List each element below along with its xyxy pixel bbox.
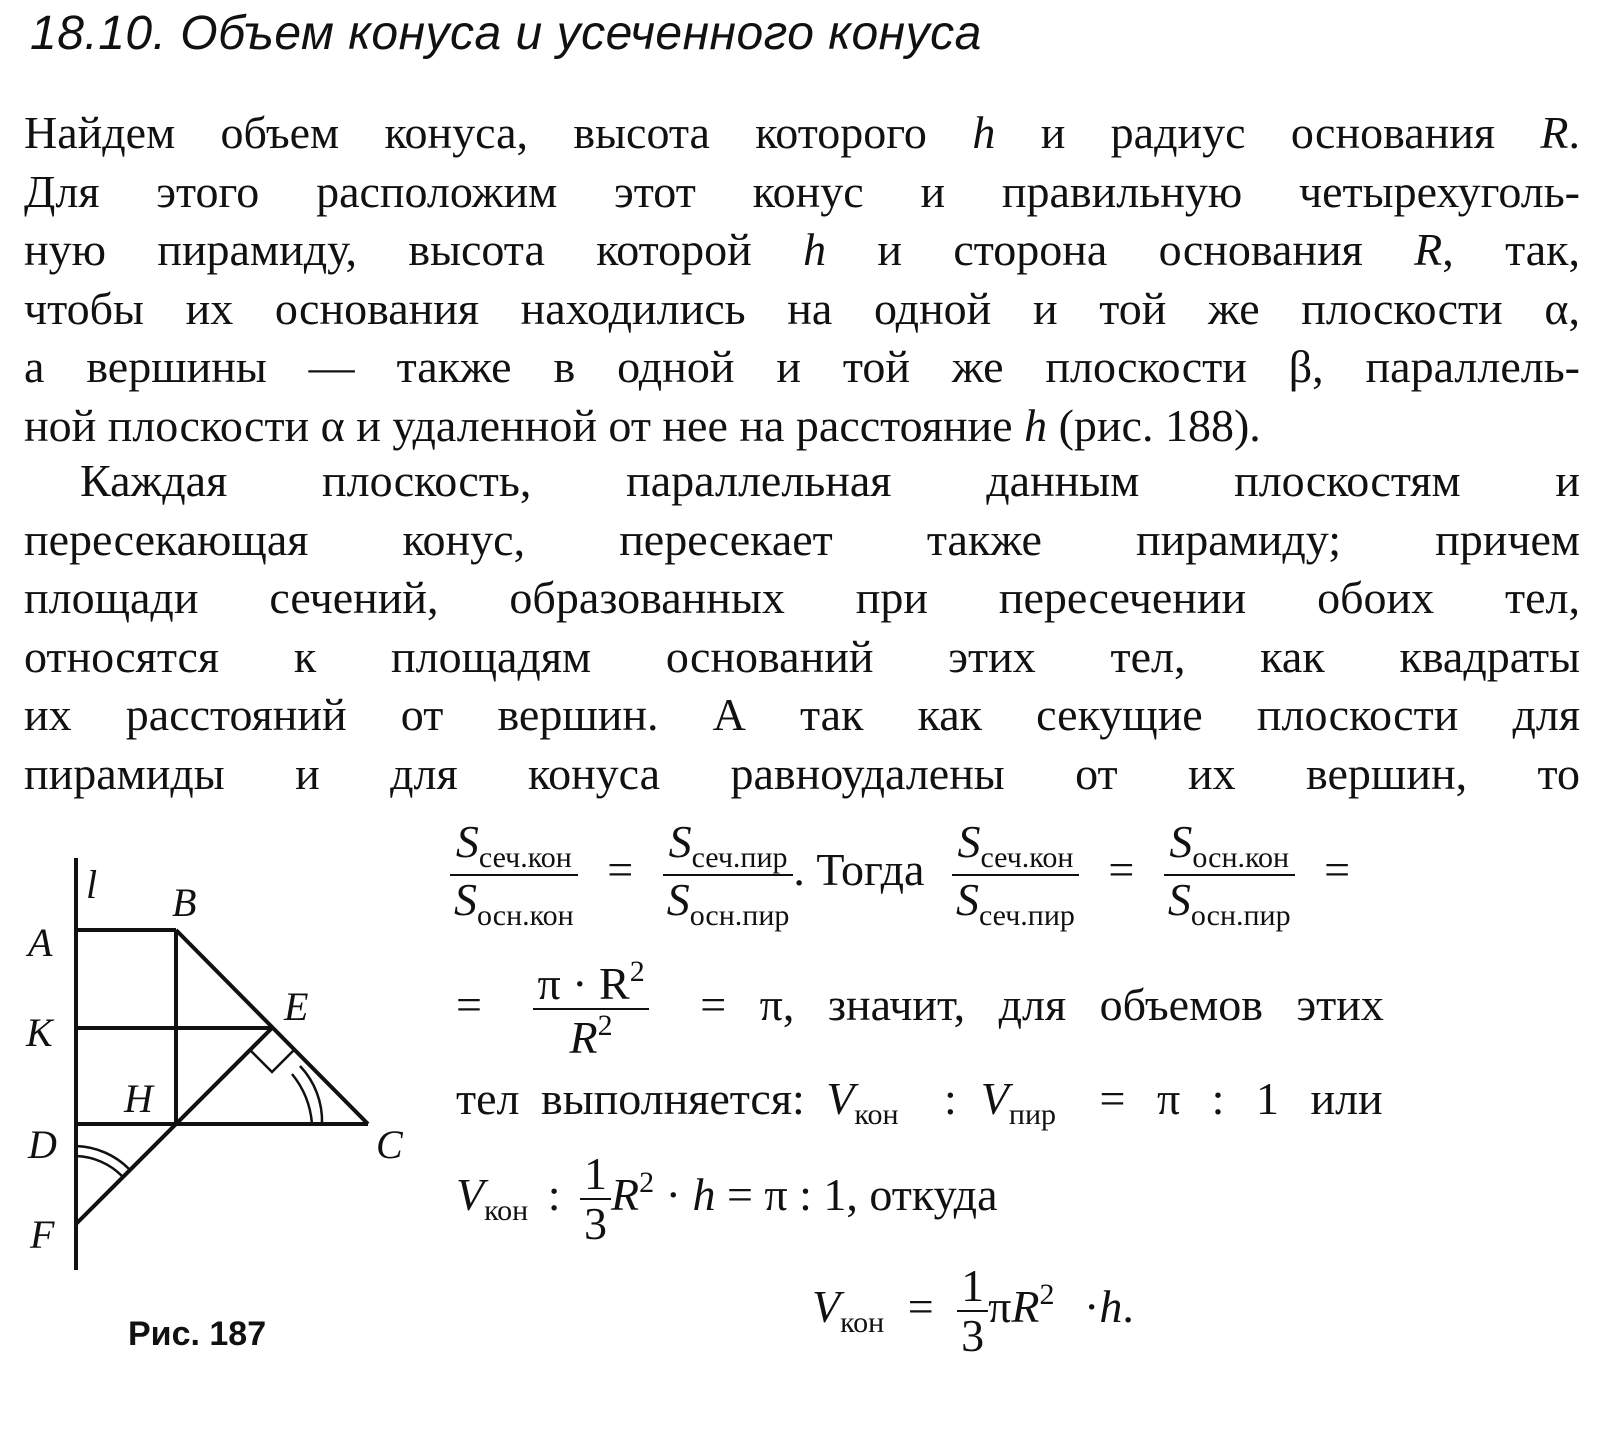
fraction-sech-kon-over-sech-pir: $\frac{S_{сеч.кон}}{S_{сеч.пир}}$ xyxy=(952,818,1079,931)
fraction-one-third-2: $\frac{1}{3}$ xyxy=(957,1262,988,1361)
figure-caption: Рис. 187 xyxy=(128,1315,267,1353)
angle-arc-C2 xyxy=(292,1074,312,1124)
paragraph-1-line: Найдем объем конуса, высота которого h и радиус основания R. xyxy=(24,107,1580,158)
fraction-sech-kon-over-osn-kon: $\frac{S_{сеч.кон}}{S_{осн.кон}}$ xyxy=(450,818,578,931)
paragraph-2-line: относятся к площадям оснований этих тел, как квадраты xyxy=(24,630,1580,682)
label-D: D xyxy=(28,1122,57,1167)
formula-row-1: $\frac{S_{сеч.кон}}{S_{осн.кон}}$ = $\frac{S_{сеч.пир}}{S_{осн.пир}}$ . Тогда $\frac{S_{сеч.кон}}{S_{сеч.пир}}$ = $\frac{S_{осн.кон}}{S_{осн.пир}}$ = xyxy=(450,818,1368,931)
fraction-one-third: $\frac{1}{3}$ xyxy=(580,1150,611,1249)
paragraph-2-line: их расстояний от вершин. А так как секущие плоскости для xyxy=(24,689,1580,740)
right-angle-mark xyxy=(250,1050,294,1072)
paragraph-2-line: пирамиды и для конуса равноудалены от их вершин, то xyxy=(24,747,1580,799)
formula-row-4: $V_{кон}$ : $\frac{1}{3}$ $R^2 \cdot h = \pi$ : 1, откуда xyxy=(456,1148,998,1250)
paragraph-1-line: Для этого расположим этот конус и правильную четырехуголь- xyxy=(24,165,1580,217)
paragraph-2-line: пересекающая конус, пересекает также пирамиду; причем xyxy=(24,513,1580,565)
label-C: C xyxy=(376,1122,403,1167)
label-H: H xyxy=(124,1076,153,1121)
label-E: E xyxy=(284,984,309,1029)
fraction-sech-pir-over-osn-pir: $\frac{S_{сеч.пир}}{S_{осн.пир}}$ xyxy=(663,818,794,931)
angle-arc-F1 xyxy=(76,1146,130,1170)
paragraph-1-line: ную пирамиду, высота которой h и сторона основания R, так, xyxy=(24,224,1581,275)
formula-row-3: тел выполняется: $V_{кон}$ : $V_{пир} = \pi$ : 1 или xyxy=(456,1073,1383,1131)
paragraph-2-line: площади сечений, образованных при пересечении обоих тел, xyxy=(24,572,1580,623)
section-heading: 18.10. Объем конуса и усеченного конуса xyxy=(30,7,982,60)
label-B: B xyxy=(172,880,197,925)
label-F: F xyxy=(30,1212,55,1257)
paragraph-1-line: ной плоскости α и удаленной от нее на расстояние h (рис. 188). xyxy=(24,399,1261,451)
paragraph-1 xyxy=(24,104,1580,455)
fraction-piR2-over-R2: $\frac{\pi \cdot R^2}{R^2}$ xyxy=(533,956,648,1063)
togda-text: . Тогда xyxy=(793,844,925,896)
label-A: A xyxy=(28,920,53,965)
paragraph-1-line: а вершины — также в одной и той же плоскости β, параллель- xyxy=(24,341,1580,392)
label-K: K xyxy=(26,1010,53,1055)
row2-tail: = π, значит, для объемов этих xyxy=(700,978,1384,1030)
fraction-osn-kon-over-osn-pir: $\frac{S_{осн.кон}}{S_{осн.пир}}$ xyxy=(1164,818,1295,931)
label-l: l xyxy=(86,862,98,907)
paragraph-2 xyxy=(24,452,1580,803)
formula-row-2: = $\frac{\pi \cdot R^2}{R^2}$ = π, значит, для объемов этих xyxy=(456,955,1384,1064)
paragraph-1-line: чтобы их основания находились на одной и той же плоскости α, xyxy=(24,282,1580,334)
formula-row-5: $V_{кон}$ = $\frac{1}{3}$ $\pi R^2 \cdot h$. xyxy=(812,1260,1134,1362)
paragraph-2-line: Каждая плоскость, параллельная данным плоскостям и xyxy=(80,455,1580,506)
